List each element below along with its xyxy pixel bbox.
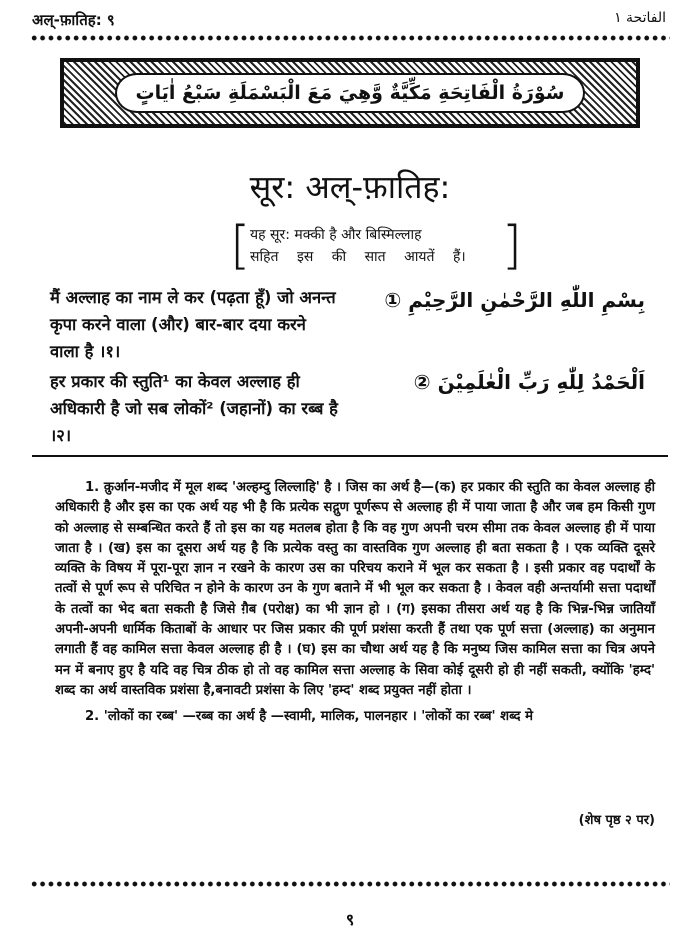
note-line-1: यह सूर: मक्की है और बिस्मिल्लाह [250, 227, 422, 243]
footnote-1: 1. क़ुर्आन-मजीद में मूल शब्द 'अल्हम्दु लिल्लाहि' है । जिस का अर्थ है—(क) हर प्रकार की स्तुति का केवल अल्लाह ही अधिकारी है और इस का एक अर्थ यह भी है कि प्रत्येक सद्गुण पूर्णरूप से अल्लाह ही में पाया जाता है और जब हम किसी गुण को अल्लाह से सम्बन्धित करते हैं तो इस का यह मतलब होता है कि वह गुण अपनी चरम सीमा तक केवल अल्लाह ही में पाया जाता है । (ख) इस का दूसरा अर्थ यह है कि प्रत्येक वस्तु का वास्तविक गुण अल्लाह ही बता सकता है । एक व्यक्ति दूसरे व्यक्ति के विषय में पूरा-पूरा ज्ञान न रखने के कारण उस का परिचय कराने में भूल कर सकता है । इसी प्रकार वह पदार्थों के तत्वों से पूर्ण रूप से परिचित न होने के कारण उन के गुण बताने में भी भूल कर सकता है । केवल वही अन्तर्यामी सत्ता पदार्थों के तत्वों का भेद बता सकती है जिसे ग़ैब (परोक्ष) का भी ज्ञान हो । (ग) इसका तीसरा अर्थ यह है कि भिन्न-भिन्न जातियाँ अपनी-अपनी धार्मिक किताबों के आधार पर जिस प्रकार की पूर्ण प्रशंसा करती हैं तथा एक पूर्ण सत्ता (अल्लाह) का अनुमान लगाती हैं वह कामिल सत्ता केवल अल्लाह ही है । (घ) इस का चौथा अर्थ यह है कि मनुष्य जिस कामिल सत्ता का चित्र अपने मन में बनाए हुए है यदि वह चित्र ठीक हो तो वह कामिल सत्ता अल्लाह के सिवा कोई दूसरी हो ही नहीं सकती, क्योंकि 'हम्द' शब्द का अर्थ वास्तविक प्रशंसा है,बनावटी प्रशंसा के लिए 'हम्द' शब्द प्रयुक्त नहीं होता । [55, 480, 655, 698]
page-number: ९ [345, 910, 355, 929]
verse-1-arabic: بِسْمِ اللّٰهِ الرَّحْمٰنِ الرَّحِيْمِ ① [384, 288, 645, 312]
verse-1-translation: मैं अल्लाह का नाम ले कर (पढ़ता हूँ) जो अनन्त कृपा करने वाला (और) बार-बार दया करने वाला है ।१। [50, 288, 336, 361]
running-header-title: अल्-फ़ातिह: ९ [32, 11, 115, 29]
surah-banner [60, 58, 640, 128]
footnotes [55, 478, 655, 728]
verse-2-arabic: اَلْحَمْدُ لِلّٰهِ رَبِّ الْعٰلَمِيْنَ ② [413, 370, 645, 394]
verse-2-translation: हर प्रकार की स्तुति¹ का केवल अल्लाह ही अधिकारी है जो सब लोकों² (जहानों) का रब्ब है ।२। [50, 372, 338, 445]
bracket-close: ] [501, 216, 522, 276]
running-header-arabic: الفاتحة ١ [614, 10, 666, 26]
surah-note [230, 216, 522, 276]
footnote-2: 2. 'लोकों का रब्ब' —रब्ब का अर्थ है —स्वामी, मालिक, पालनहार । 'लोकों का रब्ब' शब्द मे [85, 709, 534, 725]
surah-banner-text: سُوْرَةُ الْفَاتِحَةِ مَكِّيَّةٌ وَّهِيَ مَعَ الْبَسْمَلَةِ سَبْعُ اٰيَاتٍ [115, 73, 585, 113]
bracket-open: [ [230, 216, 251, 276]
dotted-divider-top [30, 34, 670, 42]
surah-title: सूर: अल्-फ़ातिह: [249, 168, 451, 206]
note-line-2: सहित इस की सात आयतें हैं। [250, 249, 466, 265]
footnote-rule [32, 455, 668, 457]
dotted-divider-bottom [30, 880, 670, 888]
continued-note: (शेष पृष्ठ २ पर) [578, 813, 655, 828]
